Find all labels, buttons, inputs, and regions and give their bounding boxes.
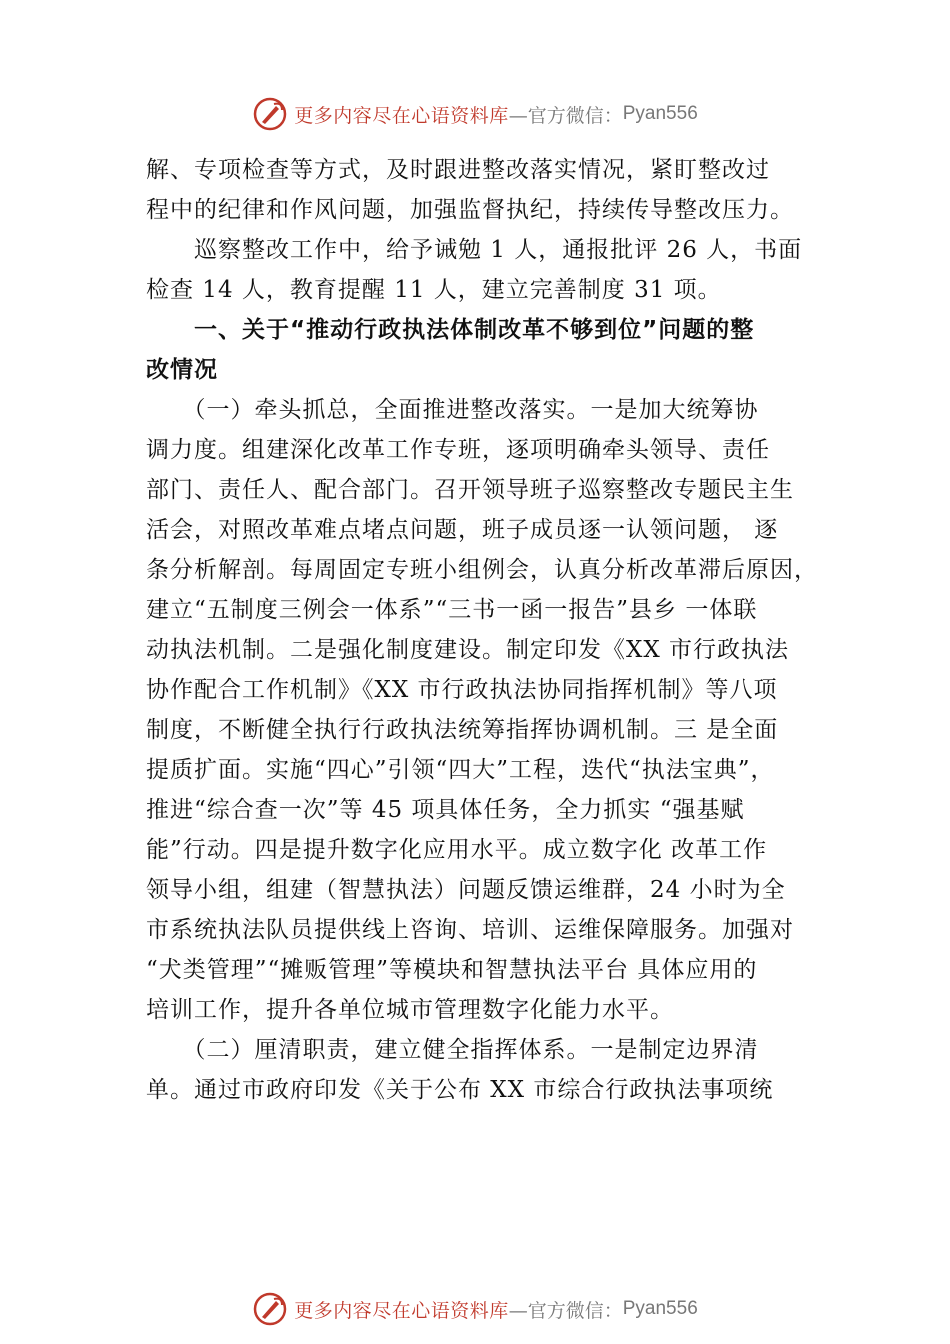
- text-line: 条分析解剖。每周固定专班小组例会，认真分析改革滞后原因，: [146, 557, 818, 583]
- text-line: 推进“综合查一次”等 45 项具体任务，全力抓实 “强基赋: [146, 797, 745, 823]
- text-line: 制度，不断健全执行行政执法统筹指挥协调机制。三 是全面: [146, 717, 779, 743]
- watermark-sub-text: —官方微信：: [508, 1299, 623, 1322]
- text-line: 协作配合工作机制》《XX 市行政执法协同指挥机制》等八项: [146, 677, 778, 703]
- text-line: 市系统执法队员提供线上咨询、培训、运维保障服务。加强对: [146, 917, 794, 943]
- text-line: 动执法机制。二是强化制度建设。制定印发《XX 市行政执法: [146, 637, 790, 663]
- text-line: 活会，对照改革难点堵点问题，班子成员逐一认领问题， 逐: [146, 517, 779, 543]
- watermark-sub-text: —官方微信：: [508, 104, 623, 127]
- text-line: 调力度。组建深化改革工作专班，逐项明确牵头领导、责任: [146, 437, 770, 463]
- text-line: 程中的纪律和作风问题，加强监督执纪，持续传导整改压力。: [146, 197, 794, 223]
- text-line: 领导小组，组建（智慧执法）问题反馈运维群，24 小时为全: [146, 877, 786, 903]
- text-line: （一）牵头抓总，全面推进整改落实。一是加大统筹协: [146, 397, 759, 423]
- section-heading: 改情况: [146, 357, 218, 383]
- watermark-main-text: 更多内容尽在心语资料库: [294, 104, 509, 127]
- watermark-header: [0, 94, 950, 134]
- text-line: 单。通过市政府印发《关于公布 XX 市综合行政执法事项统: [146, 1077, 774, 1103]
- section-heading: 一、关于“推动行政执法体制改革不够到位”问题的整: [146, 317, 755, 343]
- text-line: “犬类管理”“摊贩管理”等模块和智慧执法平台 具体应用的: [146, 957, 758, 983]
- text-line: 部门、责任人、配合部门。召开领导班子巡察整改专题民主生: [146, 477, 794, 503]
- text-line: 解、专项检查等方式，及时跟进整改落实情况，紧盯整改过: [146, 157, 770, 183]
- document-body: [146, 150, 846, 1110]
- pen-logo-icon: [252, 1291, 288, 1327]
- text-line: 能”行动。四是提升数字化应用水平。成立数字化 改革工作: [146, 837, 768, 863]
- text-line: （二）厘清职责，建立健全指挥体系。一是制定边界清: [146, 1037, 759, 1063]
- text-line: 提质扩面。实施“四心”引领“四大”工程，迭代“执法宝典”，: [146, 757, 775, 783]
- text-line: 培训工作，提升各单位城市管理数字化能力水平。: [146, 997, 674, 1023]
- watermark-id-text: Pyan556: [622, 103, 698, 124]
- watermark-footer: [0, 1289, 950, 1329]
- text-line: 检查 14 人，教育提醒 11 人，建立完善制度 31 项。: [146, 277, 722, 303]
- watermark-id-text: Pyan556: [622, 1298, 698, 1319]
- text-line: 巡察整改工作中，给予诫勉 1 人，通报批评 26 人，书面: [146, 237, 803, 263]
- text-line: 建立“五制度三例会一体系”“三书一函一报告”县乡 一体联: [146, 597, 758, 623]
- watermark-main-text: 更多内容尽在心语资料库: [294, 1299, 509, 1322]
- pen-logo-icon: [252, 96, 288, 132]
